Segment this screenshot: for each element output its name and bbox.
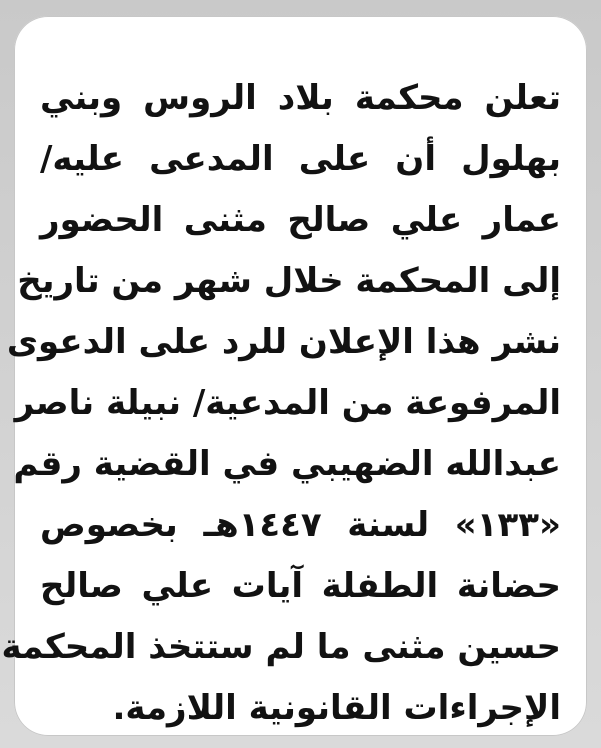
notice-line-8: «١٣٣» لسنة ١٤٤٧هـ بخصوص <box>40 505 561 545</box>
notice-line-7: عبدالله الضهيبي في القضية رقم <box>13 444 561 484</box>
notice-text <box>1 68 561 739</box>
notice-card <box>1 16 587 736</box>
notice-line-6: المرفوعة من المدعية/ نبيلة ناصر <box>14 383 561 423</box>
notice-line-4: إلى المحكمة خلال شهر من تاريخ <box>17 261 561 301</box>
notice-line-1: تعلن محكمة بلاد الروس وبني <box>40 78 561 118</box>
notice-line-9: حضانة الطفلة آيات علي صالح <box>40 566 561 606</box>
notice-line-5: نشر هذا الإعلان للرد على الدعوى <box>6 322 561 362</box>
notice-line-2: بهلول أن على المدعى عليه/ <box>40 139 561 179</box>
notice-line-11: الإجراءات القانونية اللازمة. <box>112 688 561 728</box>
notice-line-3: عمار علي صالح مثنى الحضور <box>40 200 561 240</box>
notice-line-10: حسين مثنى ما لم ستتخذ المحكمة <box>1 627 561 667</box>
